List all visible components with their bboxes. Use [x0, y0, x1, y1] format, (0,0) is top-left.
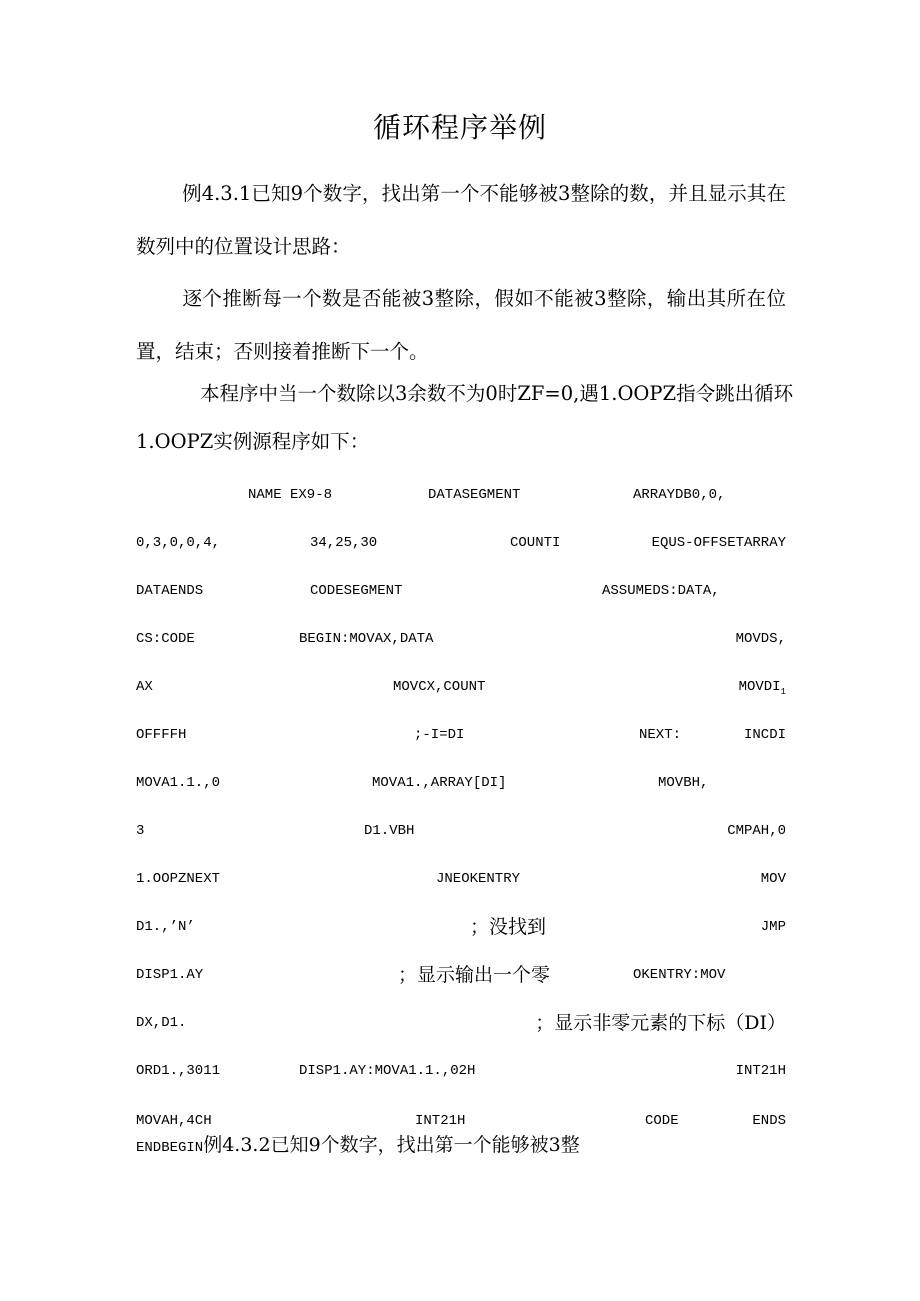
code-comment: ；显示非零元素的下标（DI） — [535, 1012, 786, 1034]
code-line — [136, 818, 786, 844]
paragraph-text: 逐个推断每一个数是否能被3整除，假如不能被3整除，输出其所在位置，结束；否则接着推断下一个。 — [136, 287, 786, 363]
paragraph-design-idea — [136, 272, 786, 378]
code-token: COUNTI — [510, 535, 561, 551]
code-token: INCDI — [743, 727, 786, 743]
code-token: CMPAH,0 — [727, 823, 786, 839]
code-line — [136, 530, 786, 556]
page-title: 循环程序举例 — [372, 111, 547, 144]
code-token: EQUS-OFFSETARRAY — [651, 535, 786, 551]
code-token: D1.VBH — [364, 823, 415, 839]
code-token: CS:CODE — [136, 631, 195, 647]
code-token — [739, 674, 786, 705]
code-token: MOV — [760, 871, 786, 887]
code-token: 3 — [136, 823, 145, 839]
code-token: ORD1.,3011 — [136, 1063, 221, 1079]
paragraph-text: 例4.3.1已知9个数字，找出第一个不能够被3整除的数，并且显示其在数列中的位置设计思路： — [136, 182, 786, 258]
code-token: OKENTRY:MOV — [633, 967, 726, 983]
code-line — [136, 578, 786, 604]
code-line — [136, 482, 786, 508]
code-token: CODE — [645, 1113, 679, 1129]
last-line — [136, 1131, 580, 1162]
code-token: NAME EX9-8 — [248, 487, 333, 503]
code-line — [136, 674, 786, 700]
code-token: D1.,’N’ — [136, 919, 195, 935]
code-line — [136, 626, 786, 652]
code-line — [136, 1010, 786, 1036]
code-line — [136, 1058, 786, 1084]
code-token: MOVAH,4CH — [136, 1113, 212, 1129]
code-token: MOVA1.,ARRAY[DI] — [372, 775, 507, 791]
code-line — [136, 866, 786, 892]
code-token: 34,25,30 — [310, 535, 378, 551]
code-token: ARRAYDB0,0, — [633, 487, 726, 503]
code-token: DISP1.AY — [136, 967, 204, 983]
code-token: ENDS — [752, 1113, 786, 1129]
code-token: MOVA1.1.,0 — [136, 775, 221, 791]
code-token: MOVBH, — [658, 775, 709, 791]
code-token-text: MOVDI — [738, 679, 781, 695]
code-token: OFFFFH — [136, 727, 187, 743]
code-token: MOVDS, — [735, 631, 786, 647]
code-line — [136, 770, 786, 796]
code-token: 0,3,0,0,4, — [136, 535, 221, 551]
paragraph-source-intro — [136, 415, 786, 468]
code-token: 1.OOPZNEXT — [136, 871, 221, 887]
code-token: DX,D1. — [136, 1015, 187, 1031]
code-comment: ；显示输出一个零 — [398, 964, 551, 986]
paragraph-text: 本程序中当一个数除以3余数不为0时ZF=0,遇1.OOPZ指令跳出循环 — [200, 382, 794, 405]
code-token: DATASEGMENT — [428, 487, 521, 503]
code-token: ;-I=DI — [414, 727, 465, 743]
code-token: JNEOKENTRY — [436, 871, 521, 887]
code-token: DISP1.AY:MOVA1.1.,02H — [299, 1063, 476, 1079]
code-line — [136, 962, 786, 988]
code-token: NEXT: — [639, 727, 682, 743]
code-token: JMP — [760, 919, 786, 935]
code-token: INT21H — [415, 1113, 466, 1129]
paragraph-text: 1.OOPZ实例源程序如下： — [136, 430, 370, 453]
paragraph-text: 例4.3.2已知9个数字，找出第一个能够被3整 — [203, 1134, 580, 1156]
code-line — [136, 914, 786, 940]
code-subscript: 1 — [780, 686, 786, 697]
paragraph-example-intro — [136, 167, 786, 273]
code-token: ASSUMEDS:DATA, — [602, 583, 720, 599]
code-token: AX — [136, 679, 153, 695]
code-comment: ；没找到 — [470, 916, 547, 938]
code-token: INT21H — [735, 1063, 786, 1079]
code-token: ENDBEGIN — [136, 1140, 204, 1156]
code-token: BEGIN:MOVAX,DATA — [299, 631, 434, 647]
code-token: DATAENDS — [136, 583, 204, 599]
code-line — [136, 722, 786, 748]
code-token: MOVCX,COUNT — [393, 679, 486, 695]
code-token: CODESEGMENT — [310, 583, 403, 599]
paragraph-loopz-note — [136, 367, 794, 420]
